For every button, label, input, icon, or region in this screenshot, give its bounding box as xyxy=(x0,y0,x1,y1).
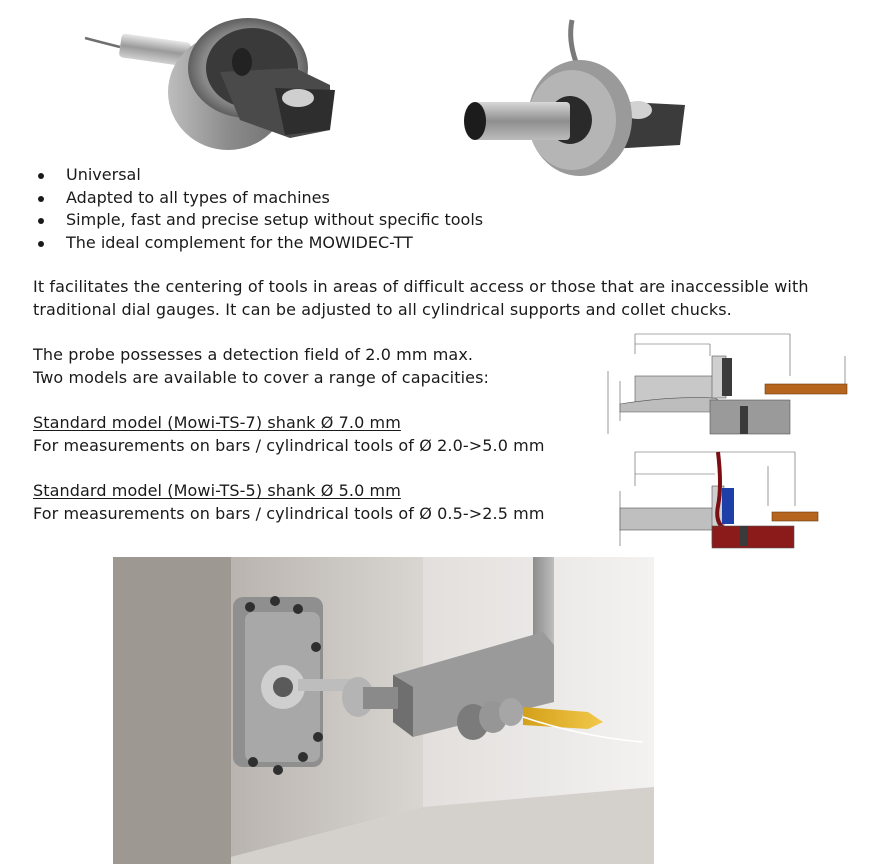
feature-item: Simple, fast and precise setup without specific tools xyxy=(33,209,483,232)
bullet-icon xyxy=(38,218,44,224)
technical-drawing-ts5 xyxy=(600,446,855,566)
product-photo-back xyxy=(440,10,690,190)
bullet-icon xyxy=(38,196,44,202)
feature-list xyxy=(33,164,483,254)
probe-line: The probe possesses a detection field of 2.0 mm max. xyxy=(33,345,474,364)
model-ts7 xyxy=(33,412,545,457)
intro-line: traditional dial gauges. It can be adjusted to all cylindrical supports and collet chucks. xyxy=(33,299,732,319)
intro-line: It facilitates the centering of tools in areas of difficult access or those that are inaccessible with xyxy=(33,277,809,296)
probe-paragraph xyxy=(33,344,489,389)
model-ts5 xyxy=(33,480,545,525)
model-description: For measurements on bars / cylindrical tools of Ø 2.0->5.0 mm xyxy=(33,435,545,455)
probe-line: Two models are available to cover a range of capacities: xyxy=(33,367,490,387)
model-description: For measurements on bars / cylindrical tools of Ø 0.5->2.5 mm xyxy=(33,503,545,523)
feature-item: Adapted to all types of machines xyxy=(33,187,483,210)
model-title: Standard model (Mowi-TS-7) shank Ø 7.0 mm xyxy=(33,413,401,432)
feature-item: The ideal complement for the MOWIDEC-TT xyxy=(33,232,483,255)
intro-paragraph xyxy=(33,276,809,321)
technical-drawing-ts7 xyxy=(600,326,855,440)
bullet-icon xyxy=(38,173,44,179)
product-photo-front xyxy=(80,10,365,162)
installation-render xyxy=(113,557,654,864)
feature-item: Universal xyxy=(33,164,483,187)
model-title: Standard model (Mowi-TS-5) shank Ø 5.0 mm xyxy=(33,481,401,500)
bullet-icon xyxy=(38,241,44,247)
